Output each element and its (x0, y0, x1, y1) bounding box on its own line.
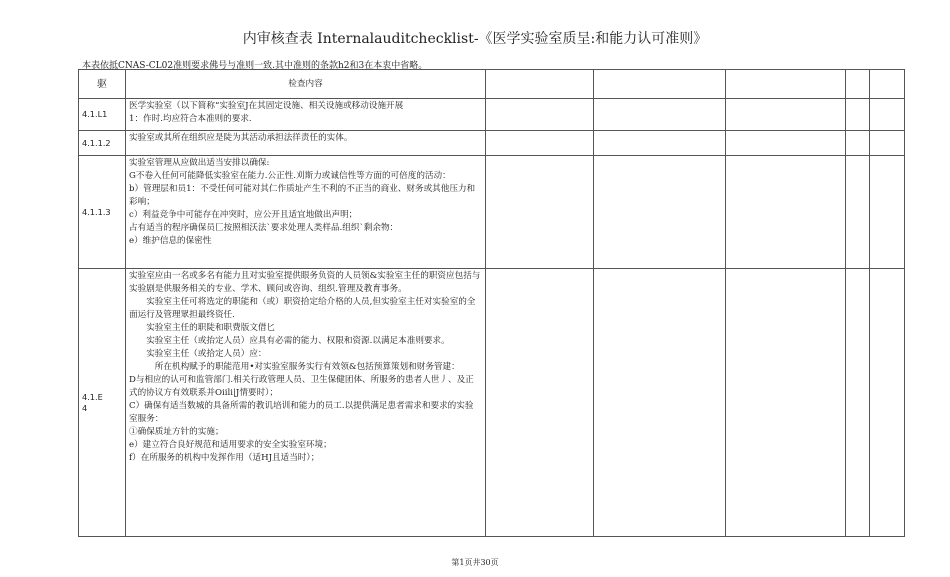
content-line: 实验室或其所在组织应是陡为其活动承担法徉责任的实体。 (129, 133, 353, 143)
table-header-row (79, 70, 905, 99)
empty-cell (486, 131, 594, 156)
check-content (126, 269, 486, 537)
empty-cell (846, 70, 870, 99)
clause-number: 4.1.1.2 (79, 131, 126, 156)
check-content (126, 99, 486, 131)
table-row (79, 156, 905, 269)
empty-cell (846, 99, 870, 131)
empty-cell (594, 99, 726, 131)
header-content: 检查内容 (126, 70, 486, 99)
empty-cell (726, 131, 846, 156)
content-line: f）在所服务的机构中发挥作用（适HJ且适当时）； (129, 453, 320, 463)
content-line: 实验室应由一名或多名有能力且对实验室提供眼务负资的人员领&实验室主任的职资应包括与实验剧是供服务相关的专业、学术、顾问或咨询、组织.管理及教育事务。 (129, 271, 481, 294)
content-line: 占有适当的程序确保员匚按照相沃法`要求处理人类样品.组织`剩余物： (129, 223, 399, 233)
empty-cell (594, 156, 726, 269)
header-clause: 驱 (79, 70, 126, 99)
content-line: D与相应的认可和监管部门.相关行政管理人员、卫生保健团体、所服务的患者人世丿、及正式的协议方有效联系并Oiili|J情要时）； (129, 375, 474, 398)
content-line: 实验室管理从应做出适当安排以确保: (129, 158, 270, 168)
empty-cell (870, 131, 905, 156)
empty-cell (726, 70, 846, 99)
content-line: e）维护信息的保密性 (129, 236, 212, 246)
content-line: 1：作时.均应符合本准则的要求. (129, 114, 252, 124)
empty-cell (846, 269, 870, 537)
content-line: e）建立符合良好规范和适用要求的安全实验室环境； (129, 440, 332, 450)
empty-cell (870, 269, 905, 537)
empty-cell (486, 156, 594, 269)
content-line: 实验室主任（或抬定人员）应具有必需的能力、权限和资源.以满足本准则要求。 (146, 336, 450, 346)
table-row (79, 99, 905, 131)
clause-number: 4.1.1.3 (79, 156, 126, 269)
empty-cell (726, 99, 846, 131)
page-footer: 第1页井30页 (451, 558, 499, 567)
clause-number: 4.1.E 4 (79, 269, 126, 537)
empty-cell (486, 269, 594, 537)
content-line: ①确保质址方针的实施； (129, 427, 224, 437)
content-line: 实验室主任（或拾定人员）应： (146, 349, 267, 359)
empty-cell (846, 156, 870, 269)
checklist-table (78, 69, 905, 537)
content-line: c）利益竞争中可能存在冲突时，应公开且适宜地做出声明； (129, 210, 358, 220)
empty-cell (594, 70, 726, 99)
empty-cell (870, 156, 905, 269)
empty-cell (870, 99, 905, 131)
content-line: C）确保有适当数城的具备所需的教讥培训和能力的员工.以提供满足患者需求和要求的实验室服务： (129, 401, 474, 424)
empty-cell (726, 269, 846, 537)
check-content (126, 131, 486, 156)
content-line: 医学实验室（以下简称“实验室J在其固定设施、相关设施或移动设施开展 (129, 101, 404, 111)
content-line: 实验室主任可将选定的职能和（或）职资拾定给介格的人员,但实验室主任对实验室的全面运行及管理眾担最终资任. (129, 297, 476, 320)
empty-cell (594, 131, 726, 156)
content-line: 所在机构赋予的职能范用•对实验室服务实行有效领&包括预算策划和财务管建： (154, 362, 460, 372)
empty-cell (870, 70, 905, 99)
table-row (79, 131, 905, 156)
empty-cell (726, 156, 846, 269)
empty-cell (594, 269, 726, 537)
table-note: 本表依抵CNAS-CL02准则要求佛号与准则一致.其中准则的条款h2和3在本衷中省略。 (82, 61, 428, 71)
document-title: 内审核查表 Internalauditchecklist-《医学实验室质呈:和能力认可准则》 (242, 31, 708, 47)
table-row (79, 269, 905, 537)
content-line: b）管理层和员1：不受任何可能对其仁作质址产生不利的不正当的商业、财务或其他压力和彩响； (129, 184, 476, 207)
empty-cell (846, 131, 870, 156)
check-content (126, 156, 486, 269)
clause-number: 4.1.L1 (79, 99, 126, 131)
empty-cell (486, 99, 594, 131)
content-line: G不卷入任何可能降低实验室在能力.公正性.刈斯力或诚信性等方面的可倍度的活动： (129, 171, 451, 181)
empty-cell (486, 70, 594, 99)
content-line: 实验室主任的职陡和职费版文借匕 (146, 323, 276, 333)
